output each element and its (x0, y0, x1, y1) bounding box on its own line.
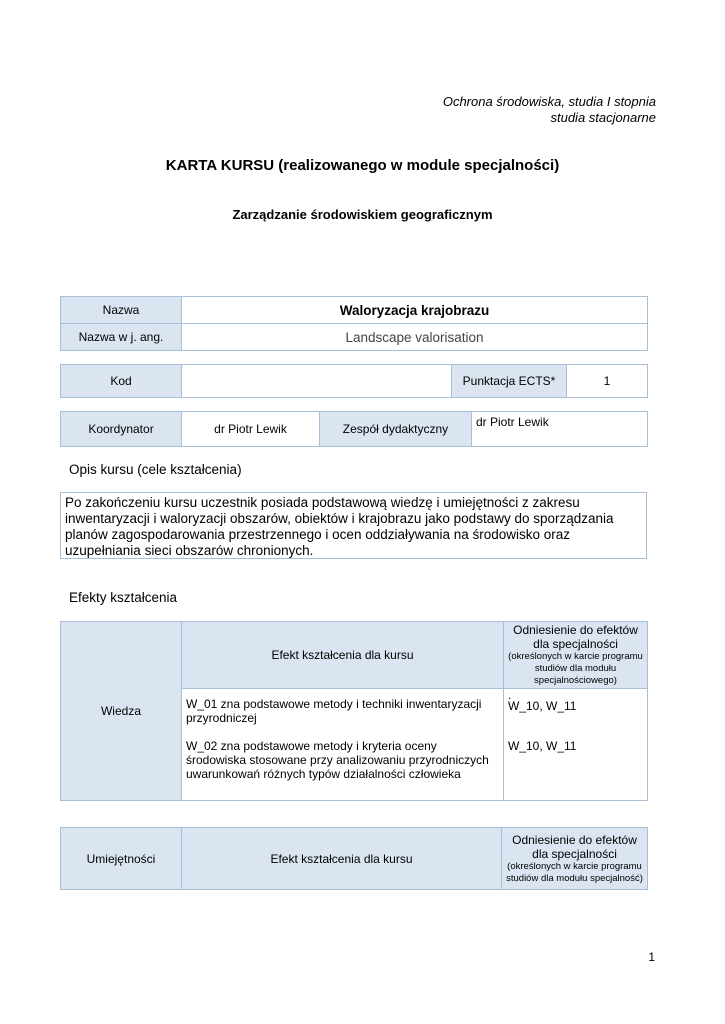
skills-col-header: Efekt kształcenia dla kursu (182, 828, 502, 890)
knowledge-refs-cell (504, 689, 648, 801)
knowledge-ref-header-note: (określonych w karcie programu studiów dla modułu specjalnościowego) (508, 651, 643, 686)
knowledge-table (60, 621, 648, 801)
skills-ref-header (502, 828, 648, 890)
skills-ref-header-note: (określonych w karcie programu studiów dla modułu specjalność) (506, 860, 643, 884)
team-value: dr Piotr Lewik (472, 412, 648, 447)
skills-ref-header-main: Odniesienie do efektów dla specjalności (512, 832, 637, 861)
knowledge-ref-header-main: Odniesienie do efektów dla specjalności (513, 623, 638, 651)
outcome-w01-ref: W_10, W_11 (508, 699, 577, 713)
description-text: Po zakończeniu kursu uczestnik posiada podstawową wiedzę i umiejętności z zakresu inwentaryzacji i waloryzacji obszarów, obiektów i krajobrazu jako podstawy do sporządzania planów zagospodarowania przestrzennego i ocen oddziaływania na środowisko oraz uzupełniania sieci obszarów chronionych. (60, 492, 647, 559)
description-heading: Opis kursu (cele kształcenia) (69, 462, 242, 477)
code-label: Kod (61, 365, 182, 398)
name-en-label: Nazwa w j. ang. (61, 324, 182, 351)
outcome-w02-ref: W_10, W_11 (508, 739, 577, 753)
skills-table (60, 827, 648, 890)
knowledge-outcomes-cell (182, 689, 504, 801)
knowledge-ref-header (504, 622, 648, 689)
team-label: Zespół dydaktyczny (320, 412, 472, 447)
name-value: Waloryzacja krajobrazu (182, 297, 648, 324)
program-name: Ochrona środowiska, studia I stopnia (442, 94, 656, 109)
knowledge-category: Wiedza (61, 622, 182, 801)
outcome-w01-text: W_01 zna podstawowe metody i techniki inwentaryzacji przyrodniczej (186, 697, 482, 725)
outcome-w02-text: W_02 zna podstawowe metody i kryteria oceny środowiska stosowane przy analizowaniu przyrodniczych uwarunkowań różnych typów działalności człowieka (186, 739, 489, 781)
name-en-value: Landscape valorisation (182, 324, 648, 351)
name-label: Nazwa (61, 297, 182, 324)
coordinator-table (60, 411, 648, 447)
module-name: Zarządzanie środowiskiem geograficznym (232, 207, 493, 222)
study-mode: studia stacjonarne (550, 110, 656, 125)
page-number: 1 (648, 950, 655, 964)
skills-category: Umiejętności (61, 828, 182, 890)
code-ects-table (60, 364, 648, 398)
knowledge-col-header: Efekt kształcenia dla kursu (182, 622, 504, 689)
ref-dot: . (508, 688, 512, 702)
ects-value: 1 (567, 365, 648, 398)
document-title: KARTA KURSU (realizowanego w module specjalności) (165, 157, 560, 174)
ects-label: Punktacja ECTS* (452, 365, 567, 398)
outcomes-heading: Efekty kształcenia (69, 590, 178, 605)
course-name-table (60, 296, 648, 351)
coordinator-value: dr Piotr Lewik (182, 412, 320, 447)
code-value (182, 365, 452, 398)
coordinator-label: Koordynator (61, 412, 182, 447)
